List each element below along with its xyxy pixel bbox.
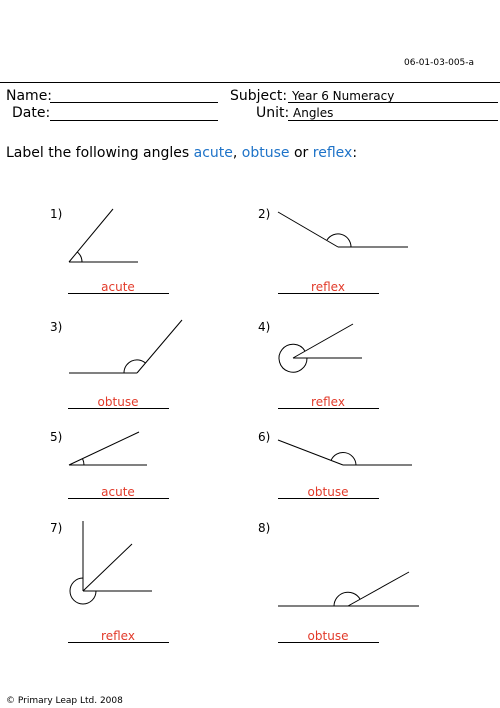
instruction-comma: ,: [232, 145, 238, 161]
answer-7[interactable]: reflex: [101, 629, 135, 643]
angle-3-drawing: [69, 320, 182, 373]
question-number-3: 3): [50, 320, 63, 334]
question-number-6: 6): [258, 430, 271, 444]
answer-4[interactable]: reflex: [311, 395, 345, 409]
unit-label: Unit:: [256, 105, 290, 121]
keyword-reflex: reflex: [312, 145, 353, 161]
subject-value: Year 6 Numeracy: [292, 89, 395, 103]
angle-5-drawing: [69, 432, 147, 465]
angle-6-drawing: [278, 440, 412, 465]
question-number-4: 4): [258, 320, 271, 334]
unit-value: Angles: [293, 106, 334, 120]
keyword-acute: acute: [193, 145, 233, 161]
instruction-prefix: Label the following angles: [6, 145, 190, 161]
answer-8[interactable]: obtuse: [307, 629, 349, 643]
angle-7-drawing: [70, 521, 152, 604]
subject-label: Subject:: [230, 88, 288, 104]
answer-5[interactable]: acute: [101, 485, 135, 499]
footer-copyright: © Primary Leap Ltd. 2008: [6, 696, 123, 706]
instruction-or: or: [293, 145, 309, 161]
question-number-5: 5): [50, 430, 63, 444]
question-number-2: 2): [258, 207, 271, 221]
keyword-obtuse: obtuse: [241, 145, 290, 161]
question-number-8: 8): [258, 521, 271, 535]
sheet-code: 06-01-03-005-a: [404, 58, 475, 68]
instruction-colon: :: [352, 145, 358, 161]
angle-2-drawing: [278, 212, 408, 247]
angle-4-drawing: [279, 324, 362, 372]
date-label: Date:: [12, 105, 51, 121]
answer-6[interactable]: obtuse: [307, 485, 349, 499]
angle-8-drawing: [278, 572, 419, 606]
answer-1[interactable]: acute: [101, 280, 135, 294]
question-number-1: 1): [50, 207, 63, 221]
answer-3[interactable]: obtuse: [97, 395, 139, 409]
name-label: Name:: [6, 88, 53, 104]
angle-1-drawing: [69, 209, 138, 262]
question-number-7: 7): [50, 521, 63, 535]
answer-2[interactable]: reflex: [311, 280, 345, 294]
